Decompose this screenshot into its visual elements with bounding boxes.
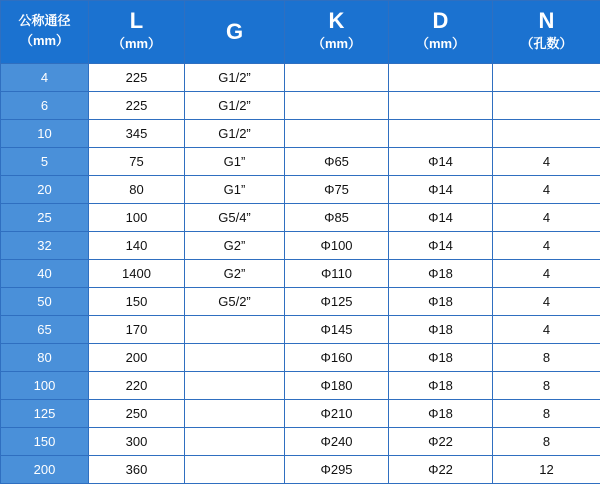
table-header [1, 1, 600, 64]
column-header-thread-g [185, 1, 285, 64]
cell-flange-k: Φ180 [285, 372, 389, 400]
cell-thread-g: G1/2” [185, 64, 285, 92]
column-header-nominal-diameter-unit: （mm） [1, 30, 88, 52]
column-header-holes-n [493, 1, 600, 64]
cell-flange-k: Φ75 [285, 176, 389, 204]
cell-holes-n [493, 120, 600, 148]
cell-bolt-d: Φ18 [389, 400, 493, 428]
cell-length-l: 225 [89, 92, 185, 120]
column-header-length-l-label: L [89, 9, 184, 32]
table-row [1, 232, 600, 260]
column-header-length-l [89, 1, 185, 64]
cell-holes-n: 4 [493, 316, 600, 344]
cell-flange-k: Φ295 [285, 456, 389, 484]
cell-thread-g [185, 316, 285, 344]
column-header-bolt-d-label: D [389, 9, 492, 32]
cell-bolt-d: Φ14 [389, 176, 493, 204]
column-header-nominal-diameter [1, 1, 89, 64]
cell-nominal-diameter: 6 [1, 92, 89, 120]
cell-thread-g: G1” [185, 148, 285, 176]
cell-nominal-diameter: 32 [1, 232, 89, 260]
cell-nominal-diameter: 125 [1, 400, 89, 428]
table-row [1, 372, 600, 400]
table-row [1, 316, 600, 344]
cell-nominal-diameter: 20 [1, 176, 89, 204]
cell-flange-k [285, 64, 389, 92]
cell-length-l: 300 [89, 428, 185, 456]
cell-length-l: 250 [89, 400, 185, 428]
table-row [1, 120, 600, 148]
cell-holes-n: 8 [493, 344, 600, 372]
cell-holes-n: 12 [493, 456, 600, 484]
header-row [1, 1, 600, 64]
cell-thread-g [185, 372, 285, 400]
table-row [1, 400, 600, 428]
cell-nominal-diameter: 10 [1, 120, 89, 148]
cell-thread-g: G1/2” [185, 120, 285, 148]
cell-bolt-d [389, 120, 493, 148]
cell-nominal-diameter: 150 [1, 428, 89, 456]
cell-flange-k [285, 120, 389, 148]
cell-length-l: 80 [89, 176, 185, 204]
cell-flange-k: Φ65 [285, 148, 389, 176]
cell-nominal-diameter: 50 [1, 288, 89, 316]
table-row [1, 64, 600, 92]
cell-bolt-d: Φ18 [389, 316, 493, 344]
table-row [1, 344, 600, 372]
column-header-thread-g-label: G [185, 20, 284, 43]
cell-bolt-d: Φ18 [389, 344, 493, 372]
column-header-nominal-diameter-label: 公称通径 [18, 13, 70, 28]
cell-holes-n [493, 64, 600, 92]
cell-length-l: 170 [89, 316, 185, 344]
table-row [1, 428, 600, 456]
cell-nominal-diameter: 40 [1, 260, 89, 288]
cell-thread-g [185, 456, 285, 484]
cell-flange-k [285, 92, 389, 120]
table-row [1, 288, 600, 316]
column-header-flange-k [285, 1, 389, 64]
column-header-bolt-d [389, 1, 493, 64]
cell-nominal-diameter: 5 [1, 148, 89, 176]
cell-holes-n: 4 [493, 232, 600, 260]
cell-thread-g: G5/4” [185, 204, 285, 232]
cell-nominal-diameter: 4 [1, 64, 89, 92]
cell-bolt-d: Φ14 [389, 204, 493, 232]
cell-bolt-d [389, 92, 493, 120]
cell-bolt-d: Φ18 [389, 372, 493, 400]
cell-holes-n: 4 [493, 204, 600, 232]
cell-nominal-diameter: 100 [1, 372, 89, 400]
cell-nominal-diameter: 65 [1, 316, 89, 344]
column-header-flange-k-unit: （mm） [285, 33, 388, 55]
cell-flange-k: Φ100 [285, 232, 389, 260]
column-header-flange-k-label: K [285, 9, 388, 32]
table-row [1, 176, 600, 204]
cell-thread-g: G1/2” [185, 92, 285, 120]
cell-thread-g: G2” [185, 232, 285, 260]
cell-bolt-d: Φ18 [389, 288, 493, 316]
cell-holes-n [493, 92, 600, 120]
cell-holes-n: 4 [493, 176, 600, 204]
table-row [1, 260, 600, 288]
cell-length-l: 225 [89, 64, 185, 92]
cell-nominal-diameter: 80 [1, 344, 89, 372]
cell-nominal-diameter: 200 [1, 456, 89, 484]
cell-holes-n: 8 [493, 372, 600, 400]
cell-holes-n: 4 [493, 260, 600, 288]
cell-thread-g [185, 428, 285, 456]
cell-thread-g [185, 344, 285, 372]
cell-bolt-d: Φ14 [389, 232, 493, 260]
cell-bolt-d: Φ22 [389, 428, 493, 456]
table-row [1, 456, 600, 484]
cell-flange-k: Φ85 [285, 204, 389, 232]
cell-thread-g: G2” [185, 260, 285, 288]
cell-bolt-d: Φ22 [389, 456, 493, 484]
table-row [1, 148, 600, 176]
cell-holes-n: 8 [493, 400, 600, 428]
cell-flange-k: Φ145 [285, 316, 389, 344]
cell-flange-k: Φ240 [285, 428, 389, 456]
cell-flange-k: Φ110 [285, 260, 389, 288]
column-header-holes-n-label: N [493, 9, 600, 32]
cell-length-l: 75 [89, 148, 185, 176]
cell-holes-n: 8 [493, 428, 600, 456]
cell-holes-n: 4 [493, 148, 600, 176]
cell-flange-k: Φ125 [285, 288, 389, 316]
cell-length-l: 200 [89, 344, 185, 372]
cell-length-l: 360 [89, 456, 185, 484]
column-header-holes-n-unit: （孔数） [493, 33, 600, 55]
table-body [1, 64, 600, 484]
cell-bolt-d: Φ14 [389, 148, 493, 176]
cell-length-l: 140 [89, 232, 185, 260]
cell-bolt-d [389, 64, 493, 92]
cell-length-l: 100 [89, 204, 185, 232]
cell-length-l: 220 [89, 372, 185, 400]
cell-length-l: 1400 [89, 260, 185, 288]
cell-length-l: 345 [89, 120, 185, 148]
table-row [1, 204, 600, 232]
cell-thread-g: G1” [185, 176, 285, 204]
cell-flange-k: Φ210 [285, 400, 389, 428]
cell-flange-k: Φ160 [285, 344, 389, 372]
cell-thread-g [185, 400, 285, 428]
column-header-length-l-unit: （mm） [89, 33, 184, 55]
cell-length-l: 150 [89, 288, 185, 316]
cell-nominal-diameter: 25 [1, 204, 89, 232]
table-row [1, 92, 600, 120]
cell-bolt-d: Φ18 [389, 260, 493, 288]
cell-thread-g: G5/2” [185, 288, 285, 316]
column-header-bolt-d-unit: （mm） [389, 33, 492, 55]
cell-holes-n: 4 [493, 288, 600, 316]
